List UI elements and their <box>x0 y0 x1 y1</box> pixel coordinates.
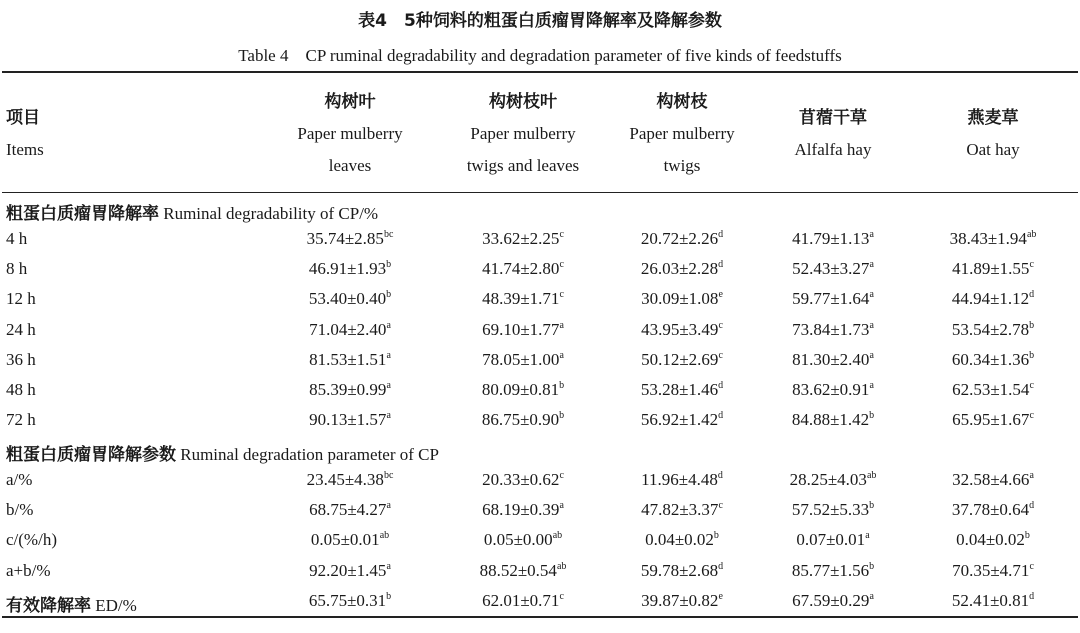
table-cell <box>898 289 1080 309</box>
cell-superscript: c <box>1029 560 1034 572</box>
cell-superscript: a <box>559 319 564 331</box>
cell-value: 56.92±1.42 <box>640 410 719 430</box>
column-header-en: Alfalfa hay <box>794 140 872 159</box>
table-cell <box>898 259 1080 279</box>
cell-superscript: c <box>559 591 564 602</box>
table-cell <box>898 410 1080 430</box>
cell-value: 81.30±2.40 <box>792 349 870 369</box>
cell-superscript: a <box>386 500 391 512</box>
column-header-en-line2: twigs <box>663 156 701 175</box>
row-label: 24 h <box>6 319 36 339</box>
row-label: a/% <box>6 470 33 489</box>
cell-superscript: b <box>713 530 719 542</box>
table-cell <box>898 320 1080 340</box>
table-row <box>0 286 1080 316</box>
cell-superscript: c <box>1029 259 1034 271</box>
cell-superscript: d <box>1029 289 1035 301</box>
cell-superscript: a <box>386 319 391 331</box>
cell-superscript: c <box>718 349 723 361</box>
cell-superscript: bc <box>383 470 394 481</box>
cell-superscript: bc <box>383 229 394 240</box>
section-degradability-cn: 粗蛋白质瘤胃降解率 <box>6 204 159 224</box>
cell-value: 85.39±0.99 <box>309 380 387 399</box>
cell-value: 20.72±2.26 <box>640 229 719 248</box>
table-cell <box>255 289 445 309</box>
cell-value: 90.13±1.57 <box>309 410 387 430</box>
cell-value: 41.74±2.80 <box>482 259 560 279</box>
cell-superscript: b <box>386 289 392 301</box>
section-parameters <box>6 440 439 465</box>
table-cell <box>255 350 445 370</box>
cell-value: 50.12±2.69 <box>641 349 719 369</box>
cell-value: 33.62±2.25 <box>482 229 560 248</box>
column-header-en: Paper mulberry <box>297 124 403 143</box>
cell-value: 43.95±3.49 <box>641 319 719 339</box>
cell-value: 85.77±1.56 <box>791 560 870 580</box>
cell-superscript: d <box>718 229 724 240</box>
table-row <box>0 317 1080 347</box>
table-row <box>0 527 1080 557</box>
table-cell <box>898 470 1080 490</box>
table-row <box>0 558 1080 588</box>
cell-superscript: b <box>869 410 875 422</box>
cell-superscript: c <box>559 259 564 271</box>
cell-superscript: a <box>869 591 874 602</box>
cell-value: 69.10±1.77 <box>482 319 560 339</box>
ed-row-label-cn: 有效降解率 <box>6 596 91 616</box>
section-degradability <box>6 199 378 224</box>
cell-superscript: a <box>386 349 391 361</box>
table-cell <box>255 530 445 550</box>
section-parameters-en: Ruminal degradation parameter of CP <box>176 445 439 464</box>
cell-value: 67.59±0.29 <box>792 591 870 610</box>
cell-superscript: b <box>1024 530 1030 542</box>
cell-value: 0.04±0.02 <box>956 530 1025 550</box>
cell-value: 65.95±1.67 <box>952 410 1030 430</box>
row-label: 48 h <box>6 380 36 399</box>
cell-value: 68.19±0.39 <box>482 500 560 520</box>
column-header-cn: 燕麦草 <box>967 108 1019 128</box>
column-header-en: Paper mulberry <box>629 124 735 143</box>
cell-superscript: b <box>386 591 392 602</box>
table-cell <box>255 259 445 279</box>
cell-value: 59.77±1.64 <box>792 289 870 309</box>
cell-superscript: a <box>869 319 874 331</box>
cell-superscript: a <box>1029 470 1034 481</box>
table-row <box>0 347 1080 377</box>
table-row <box>0 377 1080 407</box>
cell-value: 62.01±0.71 <box>482 591 560 610</box>
table-cell <box>898 591 1080 611</box>
cell-value: 28.25±4.03 <box>789 470 867 489</box>
column-header <box>893 102 1080 166</box>
table-row <box>0 256 1080 286</box>
items-header-cn: 项目 <box>6 108 40 128</box>
column-header-cn: 构树枝 <box>656 92 708 112</box>
row-label: a+b/% <box>6 560 51 580</box>
cell-value: 52.43±3.27 <box>792 259 870 279</box>
cell-value: 48.39±1.71 <box>482 289 560 309</box>
cell-value: 65.75±0.31 <box>308 591 387 610</box>
table-cell <box>898 530 1080 550</box>
cell-value: 78.05±1.00 <box>482 349 560 369</box>
table-cell <box>898 350 1080 370</box>
items-header-en: Items <box>6 140 44 159</box>
table-cell <box>898 500 1080 520</box>
cell-value: 23.45±4.38 <box>306 470 384 489</box>
cell-value: 70.35±4.71 <box>952 560 1030 580</box>
cell-superscript: d <box>718 380 724 391</box>
row-label: c/(%/h) <box>6 530 57 550</box>
cell-value: 47.82±3.37 <box>641 500 719 520</box>
cell-superscript: d <box>717 470 723 481</box>
cell-value: 0.05±0.00 <box>483 530 553 550</box>
row-label: 72 h <box>6 410 36 430</box>
cell-superscript: b <box>559 380 565 391</box>
cell-superscript: a <box>865 530 870 542</box>
table-cell <box>255 591 445 611</box>
cell-value: 59.78±2.68 <box>640 560 719 580</box>
ed-row-label-en: ED/% <box>91 596 137 615</box>
table-cell <box>898 561 1080 581</box>
cell-value: 44.94±1.12 <box>951 289 1030 309</box>
cell-value: 53.40±0.40 <box>308 289 387 309</box>
cell-value: 46.91±1.93 <box>308 259 387 279</box>
ed-row-label <box>6 591 137 616</box>
cell-superscript: e <box>718 289 723 301</box>
column-header <box>250 86 450 182</box>
cell-value: 60.34±1.36 <box>951 349 1030 369</box>
cell-superscript: a <box>869 349 874 361</box>
table-row <box>0 226 1080 256</box>
cell-value: 26.03±2.28 <box>640 259 719 279</box>
section-parameters-cn: 粗蛋白质瘤胃降解参数 <box>6 445 176 465</box>
cell-value: 83.62±0.91 <box>792 380 870 399</box>
cell-value: 41.79±1.13 <box>792 229 870 248</box>
row-label: 36 h <box>6 349 36 369</box>
cell-value: 0.04±0.02 <box>645 530 714 550</box>
table-caption-cn: 表4 5种饲料的粗蛋白质瘤胃降解率及降解参数 <box>358 11 722 31</box>
table-cell <box>255 561 445 581</box>
cell-value: 53.28±1.46 <box>640 380 719 399</box>
cell-value: 41.89±1.55 <box>952 259 1030 279</box>
column-header-en-line2: twigs and leaves <box>466 156 580 175</box>
cell-value: 0.07±0.01 <box>796 530 866 550</box>
cell-superscript: a <box>869 289 874 301</box>
cell-superscript: b <box>1029 349 1035 361</box>
cell-value: 71.04±2.40 <box>309 319 387 339</box>
table-cell <box>255 380 445 400</box>
cell-value: 81.53±1.51 <box>309 349 387 369</box>
table-row <box>0 407 1080 437</box>
cell-superscript: a <box>869 380 874 391</box>
cell-value: 39.87±0.82 <box>641 591 719 610</box>
row-label: 8 h <box>6 259 28 279</box>
header-rule <box>2 192 1078 193</box>
cell-value: 35.74±2.85 <box>306 229 384 248</box>
table-cell <box>255 470 445 490</box>
items-header <box>6 102 44 166</box>
cell-value: 11.96±4.48 <box>641 470 718 489</box>
cell-superscript: ab <box>1026 229 1037 240</box>
cell-superscript: b <box>559 410 565 422</box>
cell-value: 62.53±1.54 <box>952 380 1030 399</box>
table-row <box>0 467 1080 497</box>
cell-superscript: a <box>386 380 391 391</box>
table-cell <box>255 229 445 249</box>
cell-superscript: c <box>559 470 564 481</box>
cell-superscript: d <box>1029 591 1035 602</box>
column-header-en: Paper mulberry <box>470 124 576 143</box>
table-cell <box>255 500 445 520</box>
cell-superscript: c <box>1029 380 1034 391</box>
cell-value: 86.75±0.90 <box>481 410 560 430</box>
row-label: b/% <box>6 500 34 520</box>
cell-value: 38.43±1.94 <box>949 229 1027 248</box>
cell-superscript: d <box>718 560 724 572</box>
column-header-en-line2: leaves <box>328 156 372 175</box>
cell-superscript: b <box>386 259 392 271</box>
cell-value: 57.52±5.33 <box>791 500 870 520</box>
table-cell <box>255 410 445 430</box>
cell-superscript: ab <box>556 560 567 572</box>
cell-value: 80.09±0.81 <box>481 380 560 399</box>
column-header-cn: 构树枝叶 <box>489 92 557 112</box>
ed-row <box>0 588 1080 618</box>
cell-value: 20.33±0.62 <box>482 470 560 489</box>
cell-superscript: d <box>718 259 724 271</box>
cell-superscript: b <box>869 500 875 512</box>
bottom-rule <box>2 616 1078 618</box>
table-cell <box>898 380 1080 400</box>
cell-superscript: a <box>559 500 564 512</box>
cell-superscript: c <box>1029 410 1034 422</box>
cell-superscript: ab <box>866 470 877 481</box>
cell-value: 92.20±1.45 <box>309 560 387 580</box>
cell-value: 30.09±1.08 <box>641 289 719 309</box>
cell-superscript: a <box>386 560 391 572</box>
row-label: 4 h <box>6 229 28 248</box>
cell-superscript: a <box>386 410 391 422</box>
section-degradability-en: Ruminal degradability of CP/% <box>159 204 379 223</box>
cell-superscript: a <box>869 259 874 271</box>
cell-value: 32.58±4.66 <box>952 470 1030 489</box>
row-label: 12 h <box>6 289 36 309</box>
cell-value: 73.84±1.73 <box>792 319 870 339</box>
cell-value: 52.41±0.81 <box>951 591 1030 610</box>
table-cell <box>898 229 1080 249</box>
cell-superscript: b <box>1029 319 1035 331</box>
column-header-cn: 构树叶 <box>324 92 376 112</box>
cell-superscript: c <box>718 319 723 331</box>
cell-value: 0.05±0.01 <box>310 530 380 550</box>
cell-superscript: d <box>1029 500 1035 512</box>
table-caption-en: Table 4 CP ruminal degradability and degradation parameter of five kinds of feedstuffs <box>238 46 842 65</box>
column-header-cn: 苜蓿干草 <box>799 108 867 128</box>
table-cell <box>255 320 445 340</box>
cell-superscript: c <box>559 229 564 240</box>
cell-value: 37.78±0.64 <box>951 500 1030 520</box>
cell-value: 88.52±0.54 <box>479 560 557 580</box>
cell-superscript: a <box>559 349 564 361</box>
cell-superscript: e <box>718 591 723 602</box>
cell-value: 84.88±1.42 <box>791 410 870 430</box>
cell-superscript: ab <box>552 530 563 542</box>
cell-superscript: ab <box>379 530 390 542</box>
cell-superscript: a <box>869 229 874 240</box>
cell-value: 53.54±2.78 <box>951 319 1030 339</box>
cell-value: 68.75±4.27 <box>309 500 387 520</box>
cell-superscript: b <box>869 560 875 572</box>
column-header-en: Oat hay <box>966 140 1020 159</box>
cell-superscript: d <box>718 410 724 422</box>
cell-superscript: c <box>559 289 564 301</box>
table-row <box>0 497 1080 527</box>
cell-superscript: c <box>718 500 723 512</box>
top-rule <box>2 71 1078 73</box>
